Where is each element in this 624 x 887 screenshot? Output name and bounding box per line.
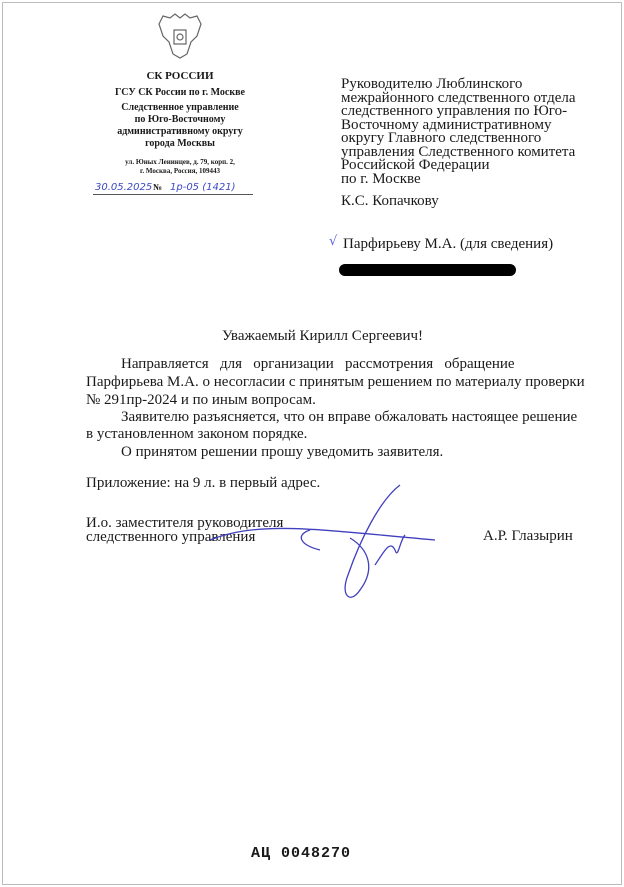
coat-of-arms-emblem — [155, 10, 205, 60]
recipient-block — [341, 78, 601, 186]
number-label: № — [153, 182, 163, 192]
signatory-name: А.Р. Глазырин — [483, 528, 573, 544]
attachment-note: Приложение: на 9 л. в первый адрес. — [86, 475, 321, 491]
org-parent: ГСУ СК России по г. Москве — [115, 87, 245, 98]
doc-number: 1р-05 (1421) — [170, 182, 236, 193]
body-paragraph-1-cont: № 291пр-2024 и по иным вопросам. — [86, 392, 316, 408]
body-paragraph-3: О принятом решении прошу уведомить заявителя. — [121, 444, 444, 460]
org-address-line: г. Москва, Россия, 109443 — [140, 167, 220, 175]
recipient-line: межрайонного следственного отдела — [341, 89, 576, 106]
body-paragraph-1-cont: Парфирьева М.А. о несогласии с принятым решением по материалу проверки — [86, 374, 585, 390]
recipient-line: управления Следственного комитета — [341, 143, 576, 160]
recipient-line: Руководителю Люблинского — [341, 76, 523, 92]
recipient-line: следственного управления по Юго- — [341, 103, 568, 119]
redaction-bar — [339, 264, 516, 276]
recipient-line: по г. Москве — [341, 170, 421, 187]
recipient-name: К.С. Копачкову — [341, 193, 439, 209]
org-address-line: ул. Юных Ленинцев, д. 79, корп. 2, — [125, 158, 235, 166]
org-unit-line: города Москвы — [145, 138, 215, 149]
recipient-line: Восточному административному — [341, 116, 552, 133]
form-serial-number: АЦ 0048270 — [251, 845, 352, 862]
cc-recipient: Парфирьеву М.А. (для сведения) — [343, 236, 554, 252]
doc-date: 30.05.2025 — [95, 182, 153, 193]
org-unit-line: по Юго-Восточному — [134, 114, 226, 125]
org-name: СК РОССИИ — [146, 70, 214, 82]
check-mark-icon: √ — [329, 234, 338, 249]
recipient-line: Российской Федерации — [341, 157, 490, 173]
body-paragraph-2-cont: в установленном законом порядке. — [86, 426, 308, 442]
org-unit-line: Следственное управление — [121, 102, 239, 113]
signatory-title-line: следственного управления — [86, 529, 256, 545]
signatory-title-line: И.о. заместителя руководителя — [86, 515, 284, 531]
salutation: Уважаемый Кирилл Сергеевич! — [222, 328, 424, 344]
handwritten-signature — [200, 480, 460, 610]
org-unit-line: административному округу — [117, 126, 243, 137]
body-paragraph-2: Заявителю разъясняется, что он вправе обжаловать настоящее решение — [121, 409, 578, 425]
reg-line — [93, 182, 253, 195]
body-paragraph-1: Направляется для организации рассмотрения обращение — [121, 356, 515, 372]
recipient-line: округу Главного следственного — [341, 130, 542, 146]
